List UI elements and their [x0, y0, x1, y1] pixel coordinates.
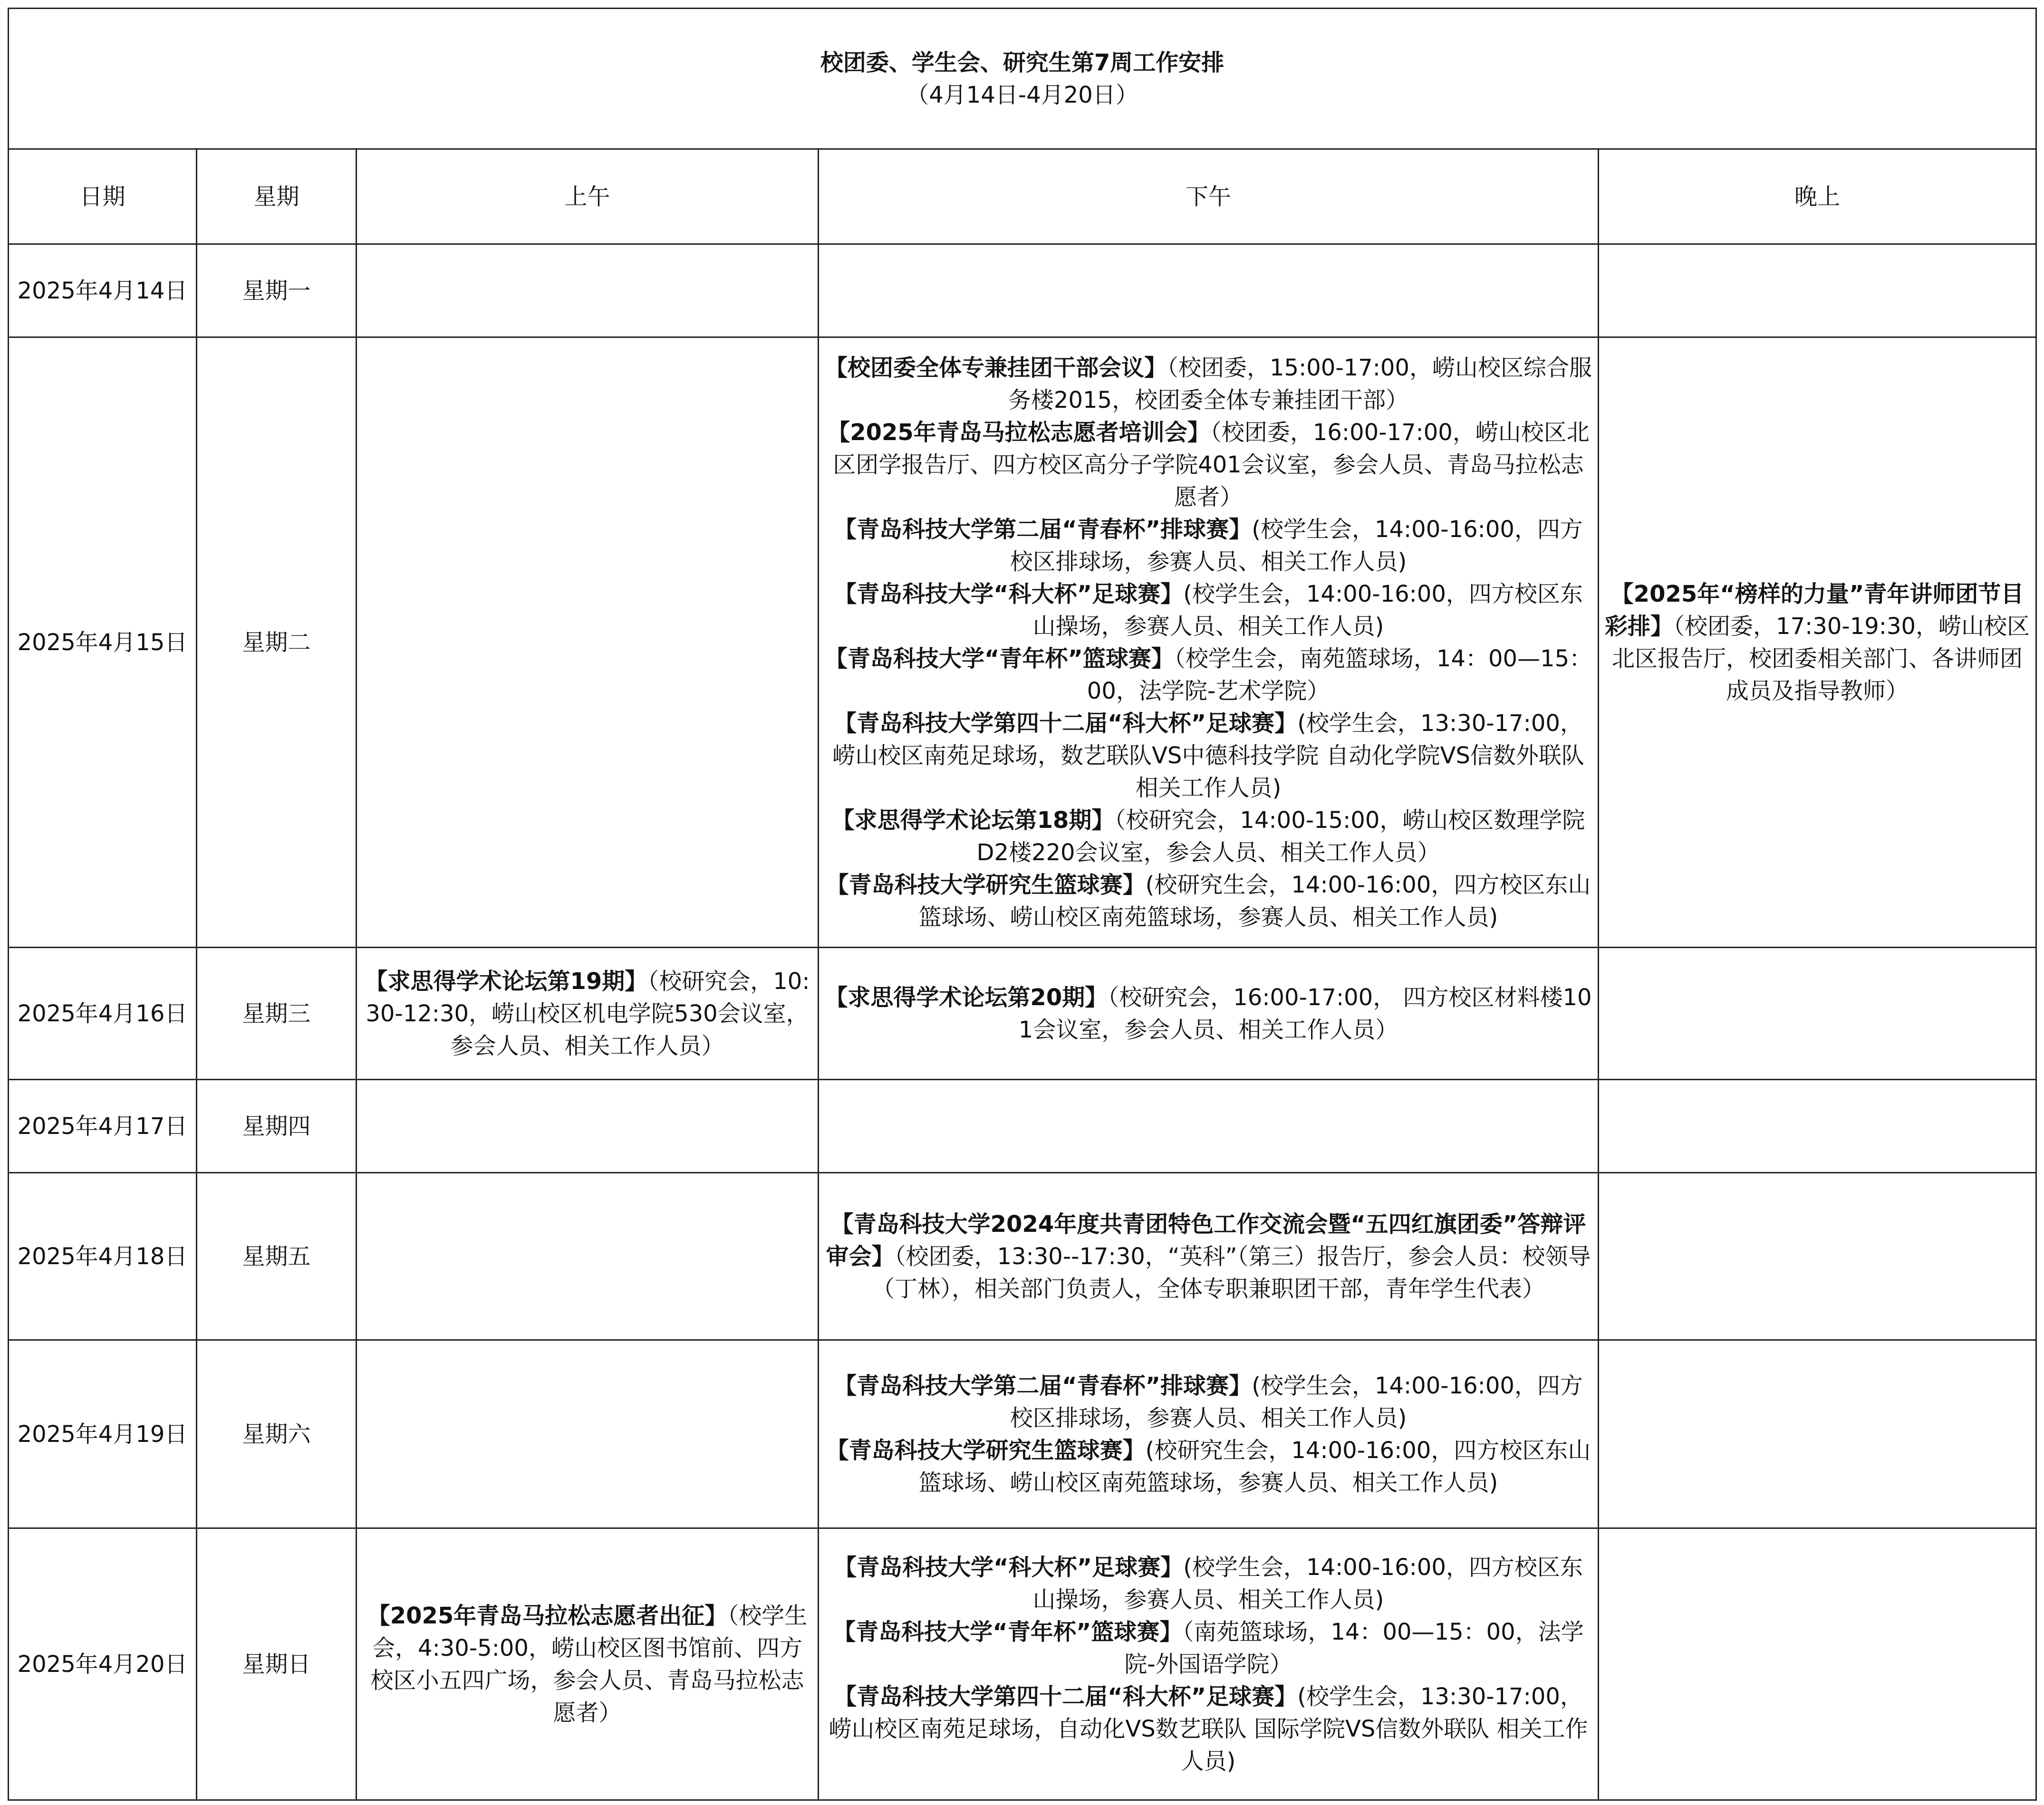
event-name: 【青岛科技大学第二届“青春杯”排球赛】 — [834, 516, 1252, 543]
event-name: 【2025年青岛马拉松志愿者培训会】 — [827, 419, 1210, 446]
morning-cell — [357, 1340, 819, 1528]
event-detail: (校研究生会，14:00-16:00，四方校区东山篮球场、崂山校区南苑篮球场，参赛人员、相关工作人员) — [918, 1437, 1591, 1496]
schedule-subtitle: （4月14日-4月20日） — [906, 81, 1138, 108]
event-name: 【青岛科技大学研究生篮球赛】 — [826, 1437, 1146, 1464]
event-detail: （校团委，16:00-17:00，崂山校区北区团学报告厅、四方校区高分子学院401会议室，参会人员、青岛马拉松志愿者） — [833, 419, 1590, 510]
event-name: 【青岛科技大学第四十二届“科大杯”足球赛】 — [834, 710, 1298, 737]
header-evening: 晚上 — [1599, 149, 2036, 244]
table-row — [9, 337, 2036, 948]
event-detail: (校学生会，14:00-16:00，四方校区东山操场，参赛人员、相关工作人员) — [1032, 580, 1583, 640]
afternoon-cell — [819, 1528, 1599, 1800]
evening-cell — [1599, 1173, 2036, 1340]
event-entry — [824, 1616, 1593, 1680]
weekday-cell: 星期二 — [197, 337, 357, 948]
event-entry — [824, 869, 1593, 933]
event-entry — [824, 416, 1593, 513]
schedule-table — [8, 8, 2037, 1801]
title-cell — [9, 9, 2036, 149]
event-entry — [824, 1551, 1593, 1616]
evening-cell — [1599, 244, 2036, 337]
weekday-cell: 星期一 — [197, 244, 357, 337]
date-cell: 2025年4月18日 — [9, 1173, 197, 1340]
afternoon-cell — [819, 244, 1599, 337]
event-name: 【青岛科技大学“科大杯”足球赛】 — [834, 580, 1184, 607]
event-name: 【青岛科技大学第四十二届“科大杯”足球赛】 — [834, 1683, 1298, 1710]
event-entry — [362, 965, 813, 1062]
event-name: 【青岛科技大学“青年杯”篮球赛】 — [833, 1618, 1183, 1645]
morning-cell — [357, 244, 819, 337]
evening-cell — [1599, 948, 2036, 1080]
date-cell: 2025年4月15日 — [9, 337, 197, 948]
event-entry — [1604, 578, 2031, 707]
event-entry — [824, 513, 1593, 578]
event-detail: （校团委，17:30-19:30，崂山校区北区报告厅，校团委相关部门、各讲师团成员及指导教师） — [1612, 613, 2030, 704]
table-row — [9, 1528, 2036, 1800]
afternoon-cell — [819, 948, 1599, 1080]
event-name: 【求思得学术论坛第19期】 — [365, 968, 648, 995]
event-entry — [824, 707, 1593, 804]
header-afternoon: 下午 — [819, 149, 1599, 244]
table-row — [9, 948, 2036, 1080]
weekday-cell: 星期日 — [197, 1528, 357, 1800]
table-row — [9, 1080, 2036, 1173]
morning-cell — [357, 1080, 819, 1173]
evening-cell — [1599, 1528, 2036, 1800]
morning-cell — [357, 337, 819, 948]
header-weekday: 星期 — [197, 149, 357, 244]
evening-cell — [1599, 1340, 2036, 1528]
morning-cell — [357, 1528, 819, 1800]
event-name: 【校团委全体专兼挂团干部会议】 — [825, 354, 1167, 381]
event-entry — [824, 352, 1593, 416]
event-detail: (校学生会，14:00-16:00，四方校区东山操场，参赛人员、相关工作人员) — [1032, 1554, 1583, 1613]
table-row — [9, 1173, 2036, 1340]
date-cell: 2025年4月20日 — [9, 1528, 197, 1800]
afternoon-cell — [819, 1080, 1599, 1173]
weekday-cell: 星期六 — [197, 1340, 357, 1528]
event-name: 【青岛科技大学“青年杯”篮球赛】 — [824, 645, 1174, 672]
event-detail: （校学生会，4:30-5:00，崂山校区图书馆前、四方校区小五四广场，参会人员、青岛马拉松志愿者） — [370, 1602, 808, 1726]
event-name: 【青岛科技大学研究生篮球赛】 — [826, 871, 1146, 898]
event-detail: （校团委，13:30--17:30，“英科”（第三）报告厅，参会人员：校领导（丁林），相关部门负责人，全体专职兼职团干部，青年学生代表） — [871, 1243, 1591, 1302]
title-row — [9, 9, 2036, 149]
event-detail: (校学生会，14:00-16:00，四方校区排球场，参赛人员、相关工作人员) — [1010, 1372, 1583, 1431]
event-entry — [824, 643, 1593, 707]
event-name: 【青岛科技大学2024年度共青团特色工作交流会暨“五四红旗团委”答辩评审会】 — [826, 1210, 1586, 1270]
event-detail: （校团委，15:00-17:00，崂山校区综合服务楼2015，校团委全体专兼挂团干部） — [1008, 354, 1592, 413]
event-detail: （校研究会，14:00-15:00，崂山校区数理学院D2楼220会议室，参会人员、相关工作人员） — [976, 806, 1585, 866]
event-name: 【青岛科技大学“科大杯”足球赛】 — [834, 1554, 1184, 1581]
header-row — [9, 149, 2036, 244]
event-entry — [824, 1208, 1593, 1305]
event-entry — [824, 578, 1593, 643]
event-entry — [824, 1680, 1593, 1777]
event-entry — [824, 981, 1593, 1046]
event-entry — [824, 804, 1593, 869]
event-detail: (校学生会，13:30-17:00，崂山校区南苑足球场，数艺联队VS中德科技学院 自动化学院VS信数外联队 相关工作人员) — [832, 710, 1584, 801]
afternoon-cell — [819, 1340, 1599, 1528]
event-entry — [824, 1370, 1593, 1434]
morning-cell — [357, 948, 819, 1080]
date-cell: 2025年4月14日 — [9, 244, 197, 337]
event-name: 【求思得学术论坛第18期】 — [831, 806, 1115, 834]
morning-cell — [357, 1173, 819, 1340]
header-morning: 上午 — [357, 149, 819, 244]
table-row — [9, 244, 2036, 337]
weekday-cell: 星期三 — [197, 948, 357, 1080]
event-detail: (校研究生会，14:00-16:00，四方校区东山篮球场、崂山校区南苑篮球场，参赛人员、相关工作人员) — [918, 871, 1591, 931]
event-detail: (校学生会，13:30-17:00，崂山校区南苑足球场，自动化VS数艺联队 国际学院VS信数外联队 相关工作人员) — [829, 1683, 1588, 1775]
event-detail: （校研究会，16:00-17:00， 四方校区材料楼101会议室，参会人员、相关工作人员） — [1018, 984, 1592, 1043]
event-name: 【青岛科技大学第二届“青春杯”排球赛】 — [834, 1372, 1252, 1399]
event-entry — [362, 1600, 813, 1729]
weekday-cell: 星期四 — [197, 1080, 357, 1173]
event-detail: (校学生会，14:00-16:00，四方校区排球场，参赛人员、相关工作人员) — [1010, 516, 1583, 575]
event-entry — [824, 1434, 1593, 1499]
event-detail: （校研究会，10:30-12:30，崂山校区机电学院530会议室，参会人员、相关工作人员） — [366, 968, 810, 1059]
afternoon-cell — [819, 337, 1599, 948]
event-detail: （南苑篮球场，14：00—15：00，法学院-外国语学院） — [1124, 1618, 1584, 1678]
event-name: 【求思得学术论坛第20期】 — [825, 984, 1108, 1011]
date-cell: 2025年4月17日 — [9, 1080, 197, 1173]
event-detail: （校学生会，南苑篮球场，14：00—15：00，法学院-艺术学院） — [1087, 645, 1592, 704]
afternoon-cell — [819, 1173, 1599, 1340]
weekday-cell: 星期五 — [197, 1173, 357, 1340]
date-cell: 2025年4月19日 — [9, 1340, 197, 1528]
event-name: 【2025年青岛马拉松志愿者出征】 — [367, 1602, 728, 1629]
schedule-title: 校团委、学生会、研究生第7周工作安排 — [820, 49, 1224, 76]
event-name: 【2025年“榜样的力量”青年讲师团节目彩排】 — [1605, 580, 2024, 640]
date-cell: 2025年4月16日 — [9, 948, 197, 1080]
table-row — [9, 1340, 2036, 1528]
header-date: 日期 — [9, 149, 197, 244]
evening-cell — [1599, 337, 2036, 948]
evening-cell — [1599, 1080, 2036, 1173]
